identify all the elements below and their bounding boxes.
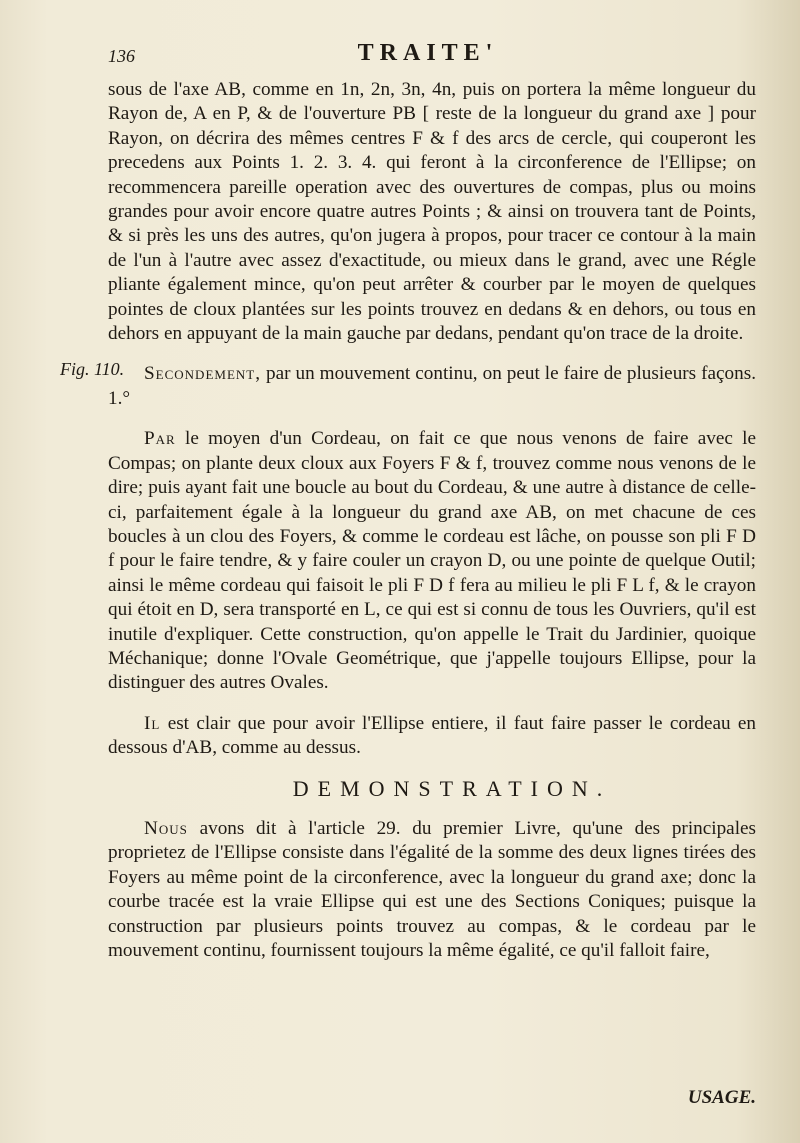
paragraph-body: le moyen d'un Cordeau, on fait ce que nous venons de faire avec le Compas; on plante deux cloux aux Foyers F & f, trouvez comme nous venons de le dire; puis ayant fait une boucle au bout du Cordeau, & une autre à distance de celle-ci, parfaitement égale à la longueur du grand axe AB, on met chacune de ces boucles à un clou des Foyers, & comme le cordeau est lâche, on pousse son pli F D f pour le faire tendre, & y faire couler un crayon D, ou une pointe de quelque Outil; ainsi le même cordeau qui faisoit le pli F D f fera au milieu le pli F L f, & le crayon qui étoit en D, sera transporté en L, ce qui est si connu de tous les Ouvriers, qu'il est inutile d'expliquer. Cette construction, qu'on appelle le Trait du Jardinier, quoique Méchanique; donne l'Ovale Geométrique, que j'appelle toujours Ellipse, pour la distinguer des autres Ovales. xyxy=(108,428,757,694)
paragraph-cordeau xyxy=(108,427,756,695)
running-head xyxy=(108,40,748,70)
paragraph-secondement xyxy=(108,362,756,411)
running-title: TRAITE' xyxy=(357,40,499,66)
paragraph-demonstration xyxy=(108,817,756,963)
lead-word: Il xyxy=(144,712,161,734)
paragraph-body: est clair que pour avoir l'Ellipse entiere, il faut faire passer le cordeau en dessous d'AB, comme au dessus. xyxy=(108,712,757,759)
section-heading: DEMONSTRATION. xyxy=(292,775,612,801)
paragraph-ellipse-entiere xyxy=(108,712,756,761)
body-text xyxy=(108,78,756,963)
page-number: 136 xyxy=(108,46,135,66)
catchword: USAGE. xyxy=(687,1087,756,1108)
lead-word: Nous xyxy=(144,817,188,839)
paragraph-continuation: sous de l'axe AB, comme en 1n, 2n, 3n, 4n, puis on portera la même longueur du Rayon de, A en P, & de l'ouverture PB [ reste de la longueur du grand axe ] pour Rayon, on décrira des mêmes centres F & f des arcs de cercle, qui couperont les precedens aux Points 1. 2. 3. 4. qui feront à la circonference de l'Ellipse; on recommencera pareille operation avec des ouvertures de compas, plus ou moins grandes pour avoir encore quatre autres Points ; & ainsi on trouvera tant de Points, & si près les uns des autres, qu'on jugera à propos, pour tracer ce contour à la main de l'un à l'autre avec assez d'exactitude, ou mieux dans le grand, avec une Régle pliante également mince, qu'on peut arrêter & courber par le moyen de quelques pointes de cloux plantées sur les points trouvez en dedans & en dehors, ou tous en dehors en appuyant de la main gauche par dedans, pendant qu'on trace de la droite. xyxy=(108,79,756,345)
paragraph-body: par un mouvement continu, on peut le faire de plusieurs façons. 1.° xyxy=(108,363,757,409)
lead-word: Secondement, xyxy=(144,363,262,385)
paragraph-body: avons dit à l'article 29. du premier Livre, qu'une des principales proprietez de l'Ellipse consiste dans l'égalité de la somme des deux lignes tirées des Foyers au même point de la circonference, avec la longueur du grand axe; donc la courbe tracée est la vraie Ellipse qui est une des Sections Coniques; puisque la construction par plusieurs points trouvez au compas, & le cordeau par le mouvement continu, fournissent toujours la même égalité, ce qu'il falloit faire, xyxy=(108,817,757,961)
figure-reference: Fig. 110. xyxy=(60,359,125,379)
lead-word: Par xyxy=(144,428,176,450)
